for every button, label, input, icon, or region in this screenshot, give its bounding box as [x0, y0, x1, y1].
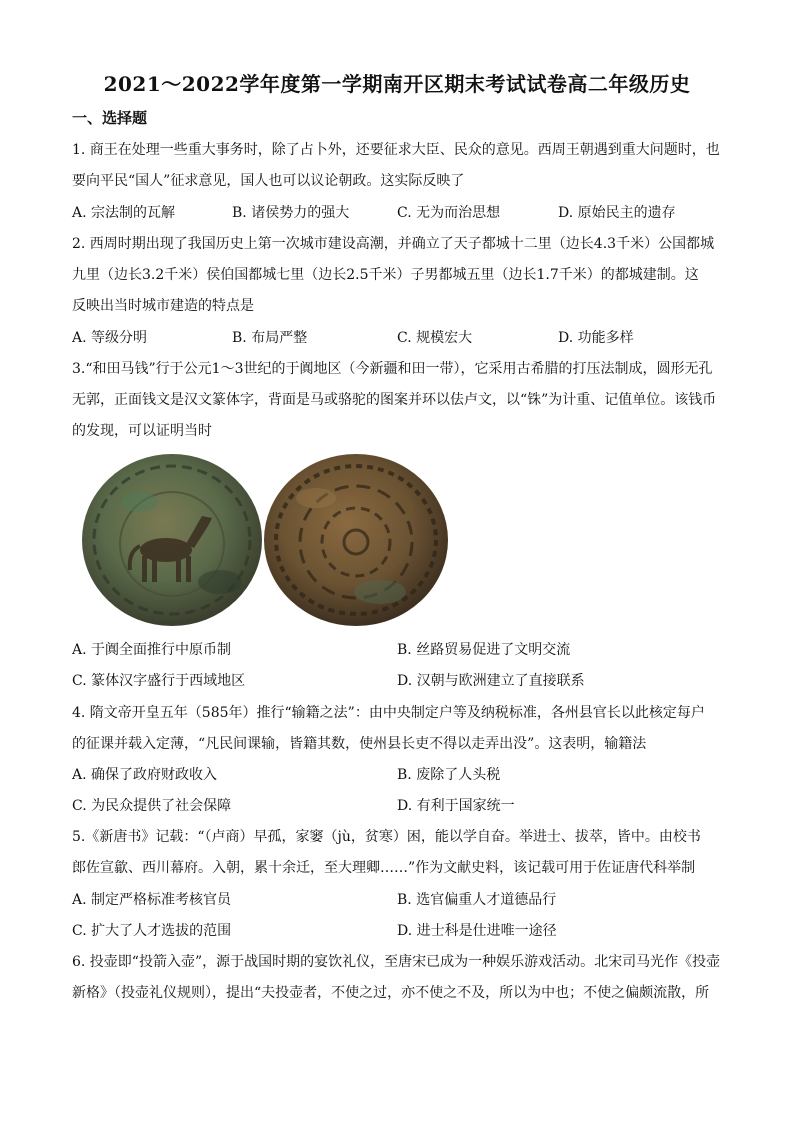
- q4-line-1: 4. 隋文帝开皇五年（585年）推行“输籍之法”：由中央制定户等及纳税标准，各州县官长以此核定每户: [72, 705, 705, 721]
- q5-option-a[interactable]: A. 制定严格标准考核官员: [72, 892, 232, 908]
- script-coin: [264, 454, 448, 626]
- q1-line-1: 1. 商王在处理一些重大事务时，除了占卜外，还要征求大臣、民众的意见。西周王朝遇到重大问题时，也: [72, 142, 720, 158]
- q4-line-2: 的征课并载入定薄，“凡民间课输，皆籍其数，使州县长吏不得以走弄出没”。这表明，输籍法: [72, 736, 647, 752]
- q4-option-b[interactable]: B. 废除了人头税: [397, 767, 501, 783]
- q3-line-3: 的发现，可以证明当时: [72, 423, 212, 439]
- q6-line-1: 6. 投壶即“投箭入壶”，源于战国时期的宴饮礼仪，至唐宋已成为一种娱乐游戏活动。北宋司马光作《投壶: [72, 954, 721, 970]
- q6-line-2: 新格》（投壶礼仪规则），提出“夫投壶者，不使之过，亦不使之不及，所以为中也；不使之偏颇流散，所: [72, 985, 710, 1001]
- q5-option-d[interactable]: D. 进士科是仕进唯一途径: [397, 923, 557, 939]
- q1-option-d[interactable]: D. 原始民主的遗存: [558, 205, 676, 221]
- q1-line-2: 要向平民“国人”征求意见，国人也可以议论朝政。这实际反映了: [72, 173, 465, 189]
- q5-option-c[interactable]: C. 扩大了人才选拔的范围: [72, 923, 232, 939]
- q5-line-1: 5.《新唐书》记载：“（卢商）早孤，家窭（jù，贫寒）困，能以学自奋。举进士、拔萃，皆中。由校书: [72, 829, 701, 845]
- q2-option-d[interactable]: D. 功能多样: [558, 330, 634, 346]
- q4-option-a[interactable]: A. 确保了政府财政收入: [72, 767, 218, 783]
- q3-option-c[interactable]: C. 篆体汉字盛行于西域地区: [72, 673, 246, 689]
- q2-line-1: 2. 西周时期出现了我国历史上第一次城市建设高潮，并确立了天子都城十二里（边长4.3千米）公国都城: [72, 236, 715, 252]
- q2-line-2: 九里（边长3.2千米）侯伯国都城七里（边长2.5千米）子男都城五里（边长1.7千米）的都城建制。这: [72, 267, 699, 283]
- q5-line-2: 郎佐宣歙、西川幕府。入朝，累十余迁，至大理卿……”作为文献史料，该记载可用于佐证唐代科举制: [72, 860, 696, 876]
- q3-option-d[interactable]: D. 汉朝与欧洲建立了直接联系: [397, 673, 585, 689]
- coin-images: [80, 452, 450, 628]
- q2-option-c[interactable]: C. 规模宏大: [397, 330, 473, 346]
- section-heading: 一、选择题: [72, 109, 148, 127]
- q3-line-1: 3.“和田马钱”行于公元1～3世纪的于阗地区（今新疆和田一带），它采用古希腊的打压法制成，圆形无孔: [72, 361, 713, 377]
- q2-line-3: 反映出当时城市建造的特点是: [72, 298, 254, 314]
- exam-title: 2021～2022学年度第一学期南开区期末考试试卷高二年级历史: [103, 72, 691, 96]
- horse-coin: [82, 454, 262, 626]
- q4-option-c[interactable]: C. 为民众提供了社会保障: [72, 798, 232, 814]
- q2-option-a[interactable]: A. 等级分明: [72, 330, 148, 346]
- q1-option-b[interactable]: B. 诸侯势力的强大: [232, 205, 350, 221]
- q3-option-a[interactable]: A. 于阗全面推行中原币制: [72, 642, 232, 658]
- q3-line-2: 无郭，正面钱文是汉文篆体字，背面是马或骆驼的图案并环以佉卢文，以“铢”为计重、记值单位。该钱币: [72, 392, 717, 408]
- q5-option-b[interactable]: B. 选官偏重人才道德品行: [397, 892, 557, 908]
- q2-option-b[interactable]: B. 布局严整: [232, 330, 308, 346]
- q1-option-c[interactable]: C. 无为而治思想: [397, 205, 501, 221]
- q3-option-b[interactable]: B. 丝路贸易促进了文明交流: [397, 642, 571, 658]
- q1-option-a[interactable]: A. 宗法制的瓦解: [72, 205, 176, 221]
- q4-option-d[interactable]: D. 有利于国家统一: [397, 798, 515, 814]
